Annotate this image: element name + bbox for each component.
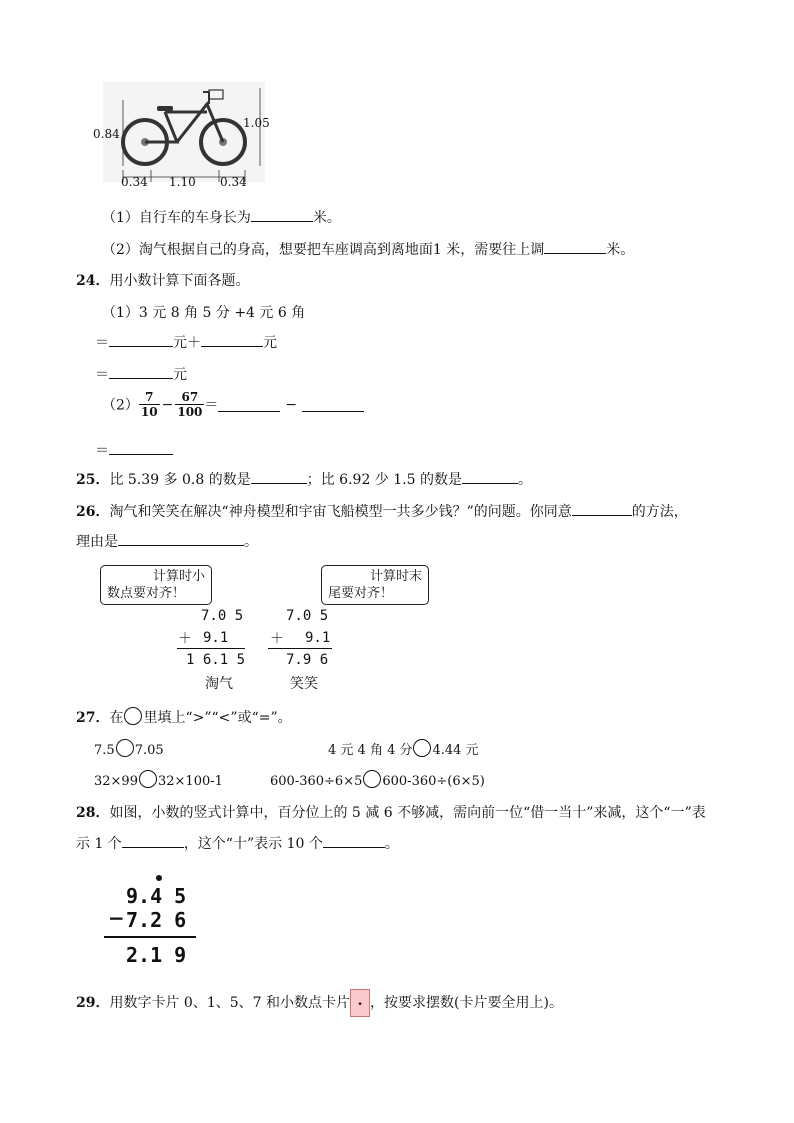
q27-item-2: 4 元 4 角 4 分 4.44 元 (328, 739, 479, 758)
speech-bubble-left: 计算时小 数点要对齐！ (100, 565, 212, 605)
compare-circle[interactable] (139, 770, 157, 788)
answer-blank[interactable] (302, 398, 364, 412)
sub-op: − (108, 906, 125, 930)
answer-blank[interactable] (251, 470, 307, 484)
q27-item-4: 600-360÷6×5 600-360÷(6×5) (270, 770, 485, 789)
decimal-point-card: . (350, 989, 370, 1017)
q23-part2: （2）淘气根据自己的身高，想要把车座调高到离地面1 米，需要往上调 米。 (102, 242, 635, 258)
q24-line3: ＝ 元 (95, 367, 187, 383)
q24-part1: （1）3 元 8 角 5 分 +4 元 6 角 (102, 305, 306, 321)
dim-left: 0.34 (121, 175, 148, 189)
compare-circle[interactable] (363, 770, 381, 788)
circle-icon (124, 707, 142, 725)
q29: 29．用数字卡片 0、1、5、7 和小数点卡片 . ，按要求摆数(卡片要全用上)。 (76, 989, 563, 1017)
sub-line (104, 936, 196, 938)
answer-blank[interactable] (109, 365, 173, 379)
answer-blank[interactable] (218, 398, 280, 412)
q24-part2: （2） $\frac{7}{10}$ − $\frac{67}{100}$ ＝ − (102, 390, 364, 419)
xiaoxiao-row1: 7.0 5 (286, 608, 329, 624)
taoqi-line (177, 648, 245, 649)
taoqi-row2: 9.1 (203, 630, 229, 646)
speech-bubble-right: 计算时末 尾要对齐！ (321, 565, 429, 605)
dim-mid: 1.10 (169, 175, 196, 189)
q26-line2: 理由是 。 (76, 534, 258, 550)
compare-circle[interactable] (116, 739, 134, 757)
taoqi-op: ＋ (178, 631, 192, 647)
xiaoxiao-op: ＋ (270, 631, 284, 647)
dim-right: 0.34 (220, 175, 247, 189)
answer-blank[interactable] (109, 441, 173, 455)
q28-line1: 28．如图，小数的竖式计算中，百分位上的 5 减 6 不够减，需向前一位“借一当十”来减，这个“一”表 (76, 805, 706, 821)
q27-item-1: 7.5 7.05 (94, 739, 164, 758)
taoqi-row1: 7.0 5 (201, 608, 244, 624)
q28-line2: 示 1 个 ，这个“十”表示 10 个 。 (76, 836, 399, 852)
sub-row2: 7.2 6 (126, 908, 187, 932)
answer-blank[interactable] (109, 333, 173, 347)
fraction-67-100: $\frac{67}{100}$ (177, 390, 203, 419)
q24-line5: ＝ (95, 440, 173, 460)
answer-blank[interactable] (544, 240, 606, 254)
q25: 25．比 5.39 多 0.8 的数是 ；比 6.92 少 1.5 的数是 。 (76, 472, 532, 488)
answer-blank[interactable] (251, 208, 313, 222)
dim-total-height: 1.05 (243, 116, 270, 130)
xiaoxiao-line (268, 648, 332, 649)
xiaoxiao-result: 7.9 6 (286, 652, 329, 668)
answer-blank[interactable] (122, 834, 184, 848)
xiaoxiao-row2: 9.1 (305, 630, 331, 646)
fraction-7-10: $\frac{7}{10}$ (140, 390, 158, 419)
answer-blank[interactable] (201, 333, 263, 347)
compare-circle[interactable] (413, 739, 431, 757)
dim-seat-height: 0.84 (93, 127, 120, 141)
taoqi-result: 1 6.1 5 (186, 652, 246, 668)
answer-blank[interactable] (462, 470, 518, 484)
q24-line2: ＝ 元＋ 元 (95, 335, 277, 351)
borrow-dot (156, 875, 162, 881)
q24-title: 24．用小数计算下面各题。 (76, 273, 250, 289)
q26-line1: 26．淘气和笑笑在解决“神舟模型和宇宙飞船模型一共多少钱？”的问题。你同意 的方法， (76, 504, 688, 520)
q27-title: 27．在 里填上“>”“<”或“=”。 (76, 707, 292, 727)
sub-result: 2.1 9 (126, 943, 187, 967)
answer-blank[interactable] (572, 502, 632, 516)
q27-item-3: 32×99 32×100-1 (94, 770, 223, 789)
q23-part1: （1）自行车的车身长为 米。 (102, 210, 341, 226)
answer-blank[interactable] (118, 532, 244, 546)
xiaoxiao-name: 笑笑 (290, 676, 318, 692)
sub-row1: 9.4 5 (126, 884, 187, 908)
taoqi-name: 淘气 (205, 676, 233, 692)
answer-blank[interactable] (323, 834, 385, 848)
